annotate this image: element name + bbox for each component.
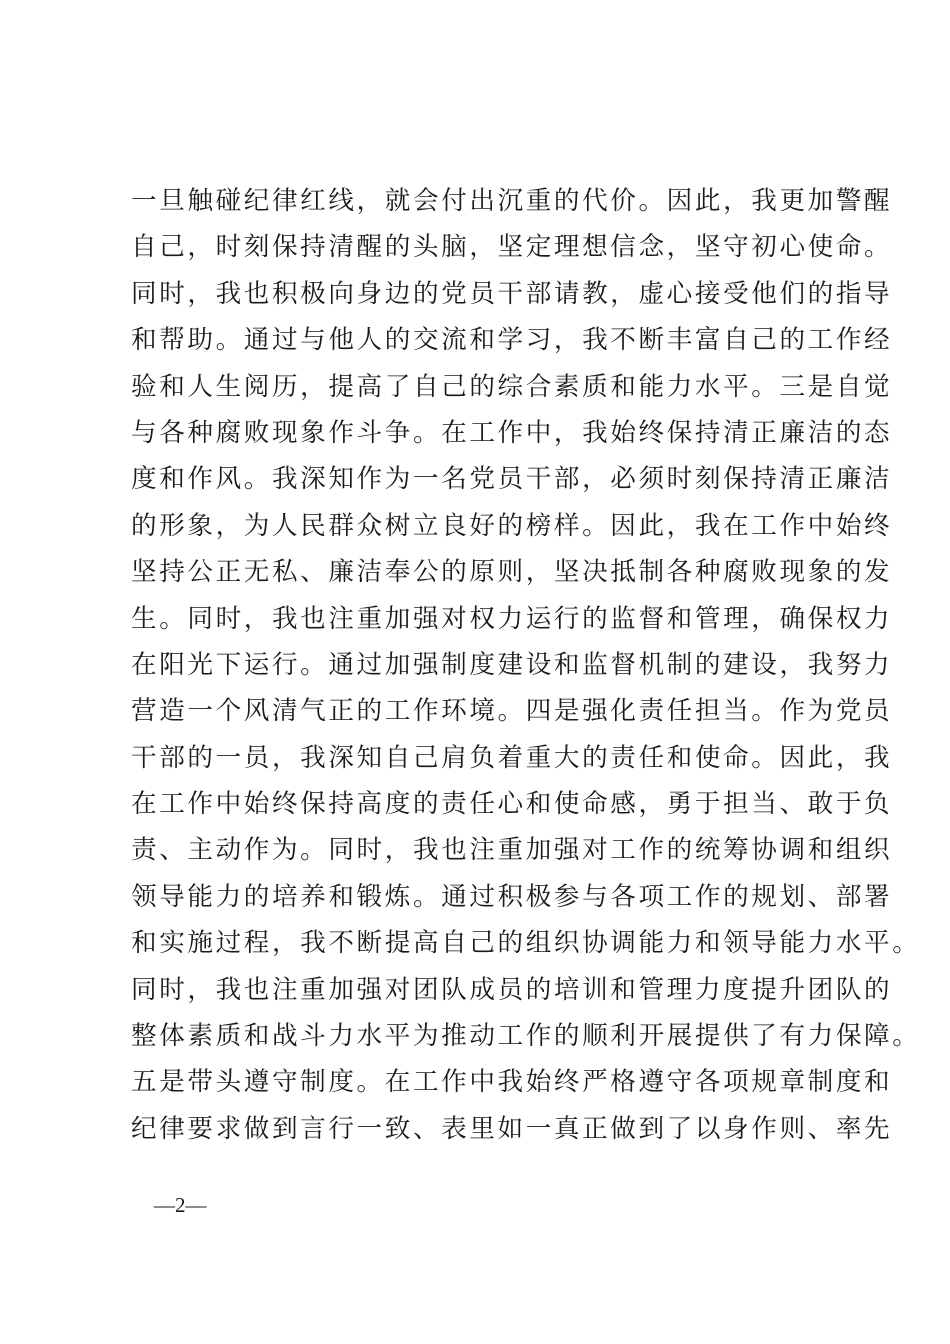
page-number: —2— (154, 1193, 207, 1217)
text-line: 和帮助。通过与他人的交流和学习，我不断丰富自己的工作经 (131, 325, 893, 356)
text-line: 验和人生阅历，提高了自己的综合素质和能力水平。三是自觉 (131, 371, 893, 402)
text-line: 营造一个风清气正的工作环境。四是强化责任担当。作为党员 (131, 696, 893, 727)
text-line: 一旦触碰纪律红线，就会付出沉重的代价。因此，我更加警醒 (131, 186, 893, 216)
text-line: 五是带头遵守制度。在工作中我始终严格遵守各项规章制度和 (131, 1067, 893, 1098)
text-line: 自己，时刻保持清醒的头脑，坚定理想信念，坚守初心使命。 (131, 232, 893, 263)
text-line: 干部的一员，我深知自己肩负着重大的责任和使命。因此，我 (131, 742, 893, 773)
text-line: 与各种腐败现象作斗争。在工作中，我始终保持清正廉洁的态 (131, 417, 893, 448)
text-line: 在工作中始终保持高度的责任心和使命感，勇于担当、敢于负 (131, 789, 893, 820)
text-line: 整体素质和战斗力水平为推动工作的顺利开展提供了有力保障。 (131, 1021, 921, 1052)
text-line: 的形象，为人民群众树立良好的榜样。因此，我在工作中始终 (131, 510, 893, 541)
text-line: 在阳光下运行。通过加强制度建设和监督机制的建设，我努力 (131, 649, 893, 680)
text-line: 同时，我也注重加强对团队成员的培训和管理力度提升团队的 (131, 974, 893, 1005)
text-line: 和实施过程，我不断提高自己的组织协调能力和领导能力水平。 (131, 928, 921, 959)
text-line: 坚持公正无私、廉洁奉公的原则，坚决抵制各种腐败现象的发 (131, 557, 893, 588)
text-line: 领导能力的培养和锻炼。通过积极参与各项工作的规划、部署 (131, 881, 893, 912)
text-line: 生。同时，我也注重加强对权力运行的监督和管理，确保权力 (131, 603, 893, 634)
text-line: 纪律要求做到言行一致、表里如一真正做到了以身作则、率先 (131, 1113, 893, 1144)
text-line: 度和作风。我深知作为一名党员干部，必须时刻保持清正廉洁 (131, 464, 893, 495)
body-text (131, 178, 921, 1152)
text-line: 同时，我也积极向身边的党员干部请教，虚心接受他们的指导 (131, 278, 893, 309)
text-line: 责、主动作为。同时，我也注重加强对工作的统筹协调和组织 (131, 835, 893, 866)
